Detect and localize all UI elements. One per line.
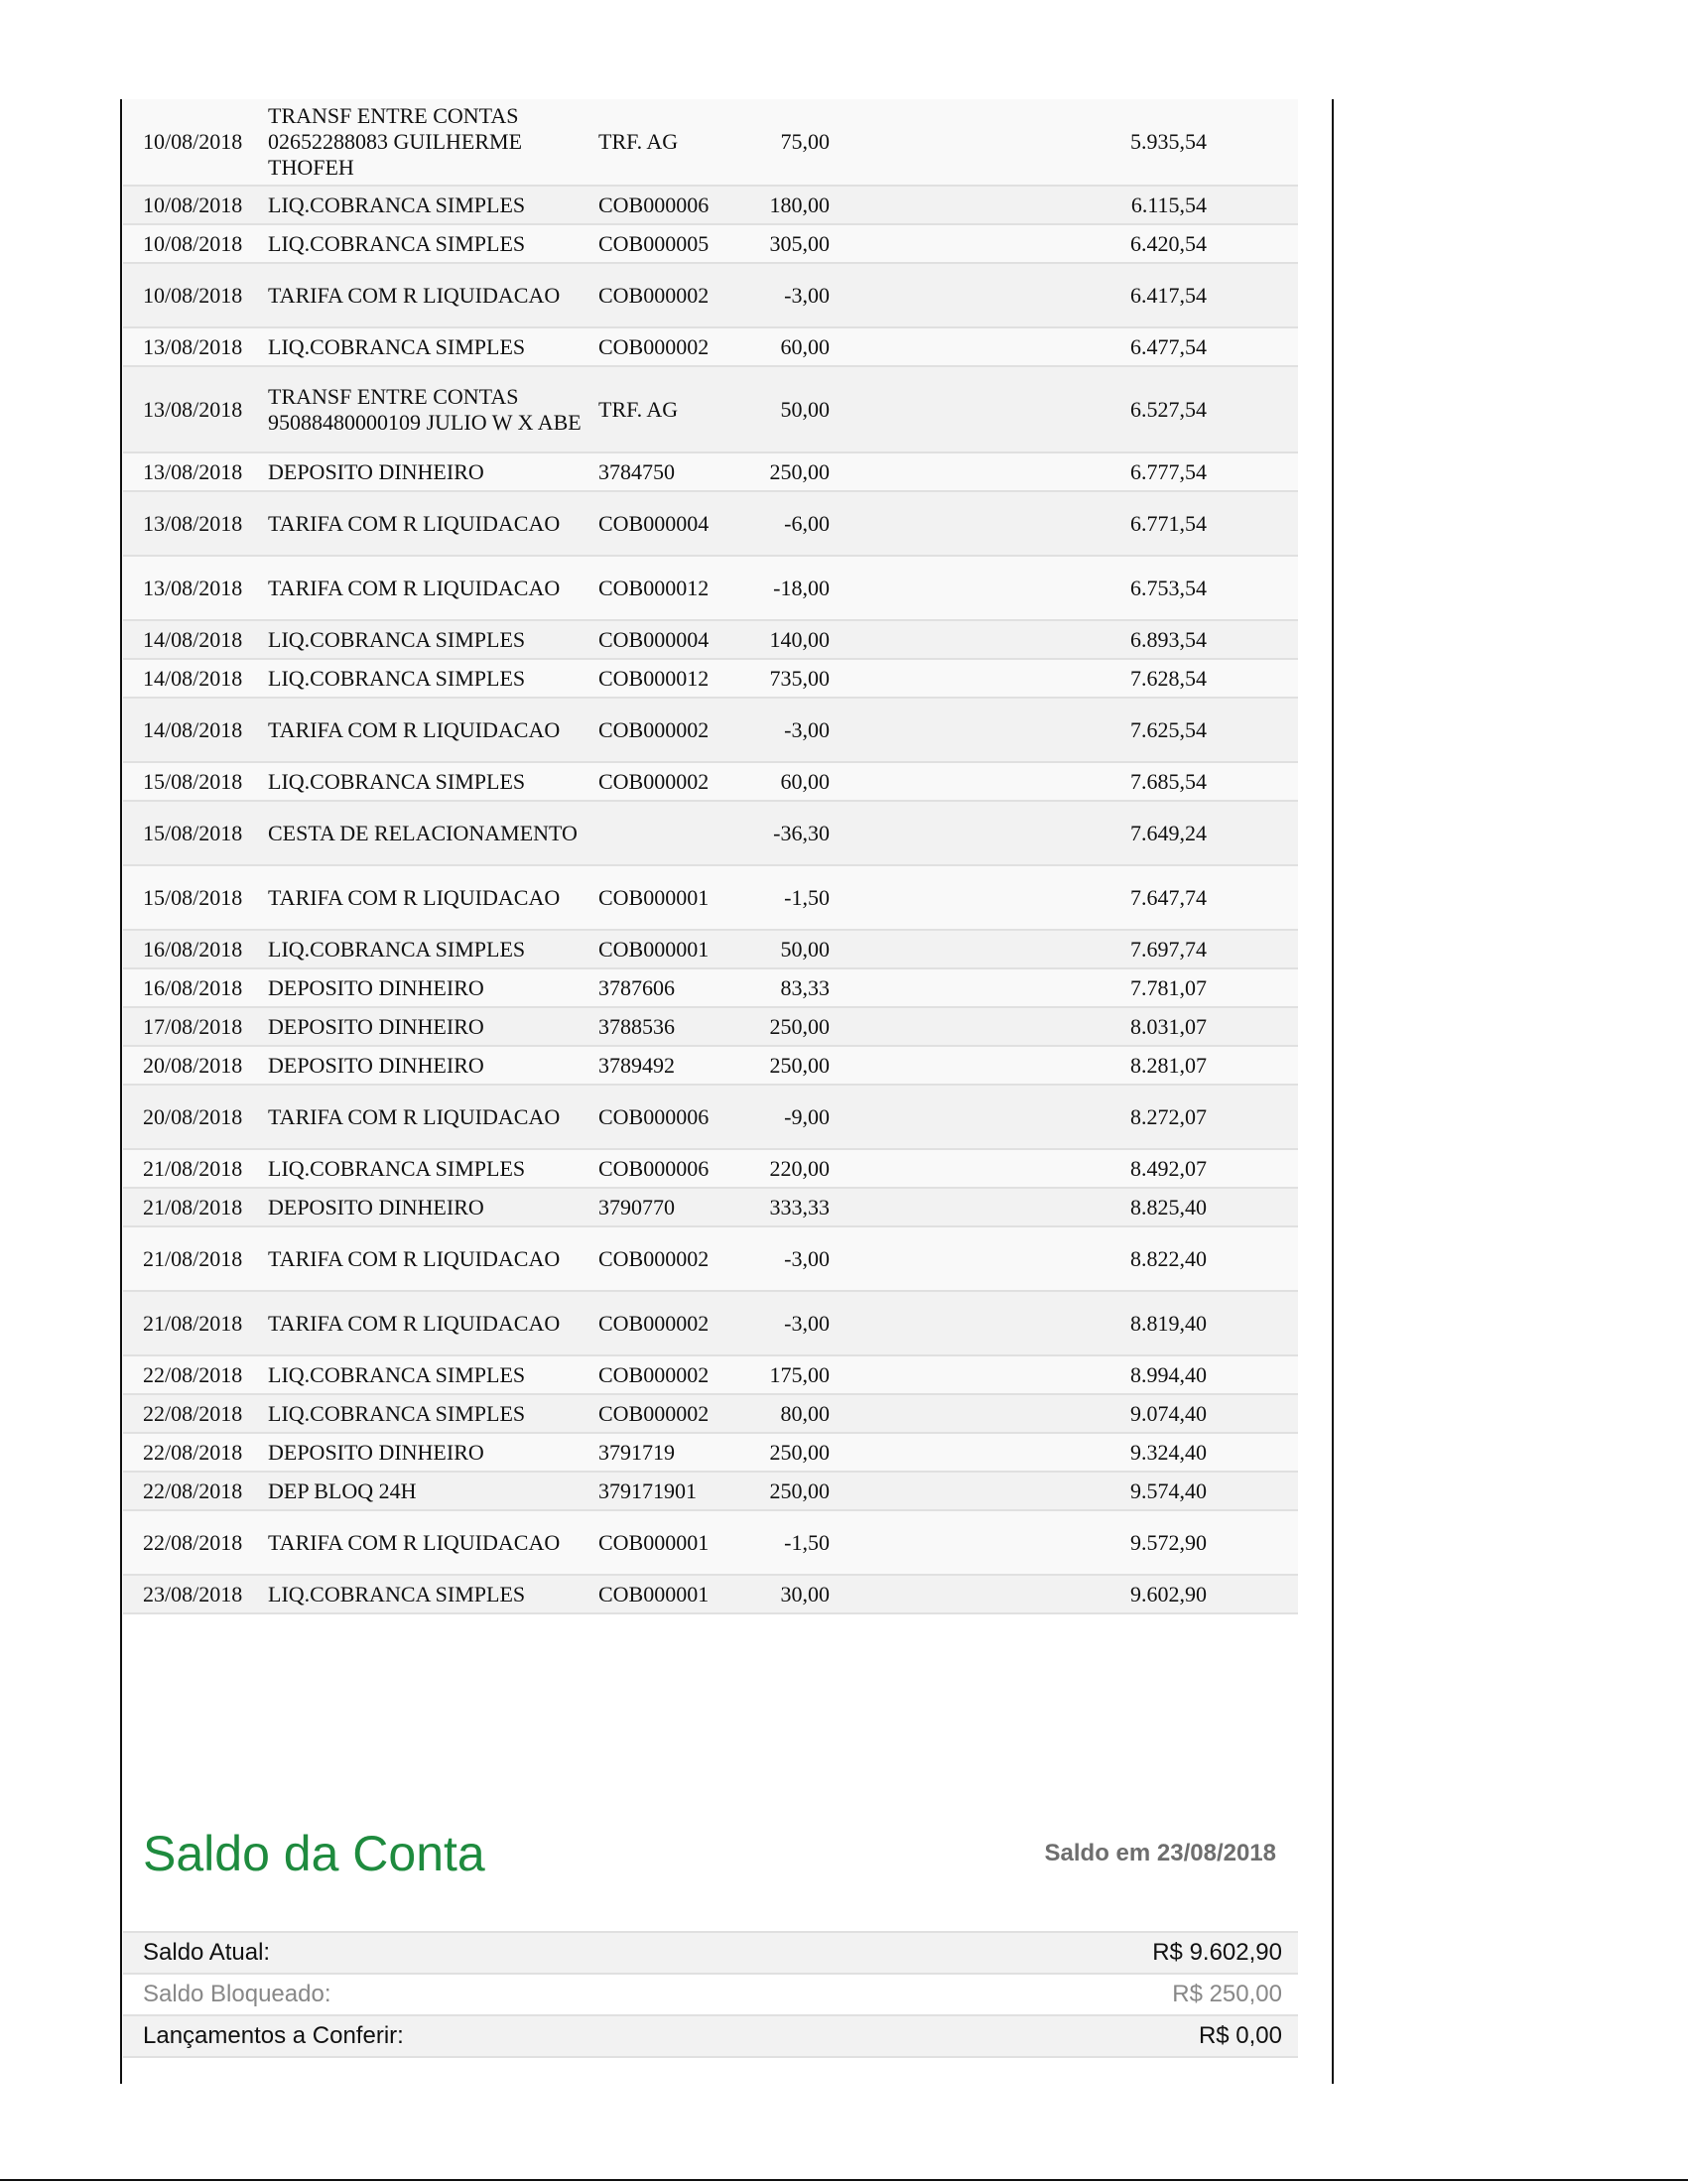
value-cell: -1,50 [726, 865, 830, 930]
table-row [123, 556, 1298, 620]
description-cell: LIQ.COBRANCA SIMPLES [268, 1149, 598, 1188]
blocked-balance-row [123, 1973, 1298, 2014]
balance-cell: 7.647,74 [830, 865, 1298, 930]
value-cell: 60,00 [726, 762, 830, 801]
value-cell: 220,00 [726, 1149, 830, 1188]
balance-cell: 7.685,54 [830, 762, 1298, 801]
value-cell: -3,00 [726, 1291, 830, 1355]
description-cell: LIQ.COBRANCA SIMPLES [268, 762, 598, 801]
document-cell: COB000002 [598, 1394, 726, 1433]
table-row [123, 968, 1298, 1007]
table-row [123, 1355, 1298, 1394]
document-cell: COB000012 [598, 659, 726, 698]
balance-cell: 7.628,54 [830, 659, 1298, 698]
value-cell: 250,00 [726, 1433, 830, 1472]
description-cell: DEPOSITO DINHEIRO [268, 1007, 598, 1046]
description-cell: DEPOSITO DINHEIRO [268, 1433, 598, 1472]
table-row [123, 801, 1298, 865]
document-cell: COB000001 [598, 1575, 726, 1613]
value-cell: 50,00 [726, 930, 830, 968]
document-cell: COB000004 [598, 620, 726, 659]
table-row [123, 865, 1298, 930]
document-cell: COB000002 [598, 1226, 726, 1291]
description-cell: TARIFA COM R LIQUIDACAO [268, 1085, 598, 1149]
description-cell: TARIFA COM R LIQUIDACAO [268, 1510, 598, 1575]
value-cell: -3,00 [726, 698, 830, 762]
description-cell: LIQ.COBRANCA SIMPLES [268, 327, 598, 366]
description-cell: LIQ.COBRANCA SIMPLES [268, 224, 598, 263]
date-cell: 22/08/2018 [123, 1510, 268, 1575]
date-cell: 13/08/2018 [123, 366, 268, 452]
value-cell: -18,00 [726, 556, 830, 620]
document-cell: COB000002 [598, 698, 726, 762]
document-cell: COB000002 [598, 1291, 726, 1355]
balance-cell: 9.572,90 [830, 1510, 1298, 1575]
balance-summary [123, 1931, 1298, 2058]
balance-cell: 5.935,54 [830, 99, 1298, 186]
document-cell: 379171901 [598, 1472, 726, 1510]
document-cell: 3789492 [598, 1046, 726, 1085]
description-cell: TRANSF ENTRE CONTAS 02652288083 GUILHERME THOFEH [268, 99, 598, 186]
description-cell: TARIFA COM R LIQUIDACAO [268, 1226, 598, 1291]
balance-cell: 8.825,40 [830, 1188, 1298, 1226]
date-cell: 10/08/2018 [123, 224, 268, 263]
value-cell: 50,00 [726, 366, 830, 452]
date-cell: 14/08/2018 [123, 698, 268, 762]
pending-entries-value: R$ 0,00 [1198, 2022, 1282, 2049]
document-cell: COB000002 [598, 327, 726, 366]
date-cell: 13/08/2018 [123, 327, 268, 366]
date-cell: 16/08/2018 [123, 930, 268, 968]
description-cell: TARIFA COM R LIQUIDACAO [268, 1291, 598, 1355]
value-cell: -1,50 [726, 1510, 830, 1575]
table-row [123, 1226, 1298, 1291]
table-row [123, 263, 1298, 327]
date-cell: 14/08/2018 [123, 659, 268, 698]
date-cell: 17/08/2018 [123, 1007, 268, 1046]
date-cell: 15/08/2018 [123, 865, 268, 930]
date-cell: 14/08/2018 [123, 620, 268, 659]
date-cell: 10/08/2018 [123, 263, 268, 327]
balance-cell: 6.893,54 [830, 620, 1298, 659]
balance-cell: 6.777,54 [830, 452, 1298, 491]
balance-cell: 8.819,40 [830, 1291, 1298, 1355]
date-cell: 10/08/2018 [123, 186, 268, 224]
description-cell: DEP BLOQ 24H [268, 1472, 598, 1510]
table-row [123, 327, 1298, 366]
description-cell: LIQ.COBRANCA SIMPLES [268, 930, 598, 968]
date-cell: 22/08/2018 [123, 1433, 268, 1472]
date-cell: 21/08/2018 [123, 1149, 268, 1188]
document-cell: COB000006 [598, 1149, 726, 1188]
balance-cell: 8.492,07 [830, 1149, 1298, 1188]
left-border-upper [120, 99, 122, 1776]
account-balance-title: Saldo da Conta [143, 1826, 485, 1881]
balance-cell: 6.771,54 [830, 491, 1298, 556]
date-cell: 13/08/2018 [123, 491, 268, 556]
value-cell: 250,00 [726, 1007, 830, 1046]
pending-entries-label: Lançamentos a Conferir: [143, 2022, 404, 2049]
date-cell: 13/08/2018 [123, 452, 268, 491]
description-cell: DEPOSITO DINHEIRO [268, 1046, 598, 1085]
value-cell: 80,00 [726, 1394, 830, 1433]
table-row [123, 1575, 1298, 1613]
value-cell: 180,00 [726, 186, 830, 224]
description-cell: LIQ.COBRANCA SIMPLES [268, 1394, 598, 1433]
document-cell: 3784750 [598, 452, 726, 491]
value-cell: -9,00 [726, 1085, 830, 1149]
document-cell: COB000012 [598, 556, 726, 620]
table-row [123, 1085, 1298, 1149]
balance-cell: 6.417,54 [830, 263, 1298, 327]
date-cell: 22/08/2018 [123, 1394, 268, 1433]
balance-cell: 9.324,40 [830, 1433, 1298, 1472]
balance-cell: 6.115,54 [830, 186, 1298, 224]
date-cell: 21/08/2018 [123, 1188, 268, 1226]
document-cell: 3790770 [598, 1188, 726, 1226]
document-cell: COB000001 [598, 930, 726, 968]
table-row [123, 1188, 1298, 1226]
description-cell: DEPOSITO DINHEIRO [268, 1188, 598, 1226]
value-cell: 75,00 [726, 99, 830, 186]
date-cell: 20/08/2018 [123, 1085, 268, 1149]
value-cell: 333,33 [726, 1188, 830, 1226]
document-cell: COB000005 [598, 224, 726, 263]
document-cell: COB000002 [598, 762, 726, 801]
table-row [123, 1472, 1298, 1510]
table-row [123, 620, 1298, 659]
value-cell: 305,00 [726, 224, 830, 263]
description-cell: LIQ.COBRANCA SIMPLES [268, 186, 598, 224]
balance-cell: 7.649,24 [830, 801, 1298, 865]
left-border-lower [120, 1776, 122, 2084]
value-cell: -6,00 [726, 491, 830, 556]
table-row [123, 1291, 1298, 1355]
description-cell: TARIFA COM R LIQUIDACAO [268, 556, 598, 620]
document-cell: 3788536 [598, 1007, 726, 1046]
description-cell: LIQ.COBRANCA SIMPLES [268, 620, 598, 659]
balance-cell: 8.822,40 [830, 1226, 1298, 1291]
document-cell: COB000006 [598, 186, 726, 224]
value-cell: 140,00 [726, 620, 830, 659]
table-row [123, 366, 1298, 452]
document-cell: COB000001 [598, 865, 726, 930]
date-cell: 15/08/2018 [123, 762, 268, 801]
date-cell: 23/08/2018 [123, 1575, 268, 1613]
table-row [123, 698, 1298, 762]
value-cell: -3,00 [726, 263, 830, 327]
value-cell: 250,00 [726, 1472, 830, 1510]
balance-cell: 6.420,54 [830, 224, 1298, 263]
description-cell: TARIFA COM R LIQUIDACAO [268, 263, 598, 327]
current-balance-value: R$ 9.602,90 [1152, 1939, 1282, 1966]
document-cell: COB000006 [598, 1085, 726, 1149]
balance-cell: 8.272,07 [830, 1085, 1298, 1149]
current-balance-label: Saldo Atual: [143, 1939, 271, 1966]
document-cell: TRF. AG [598, 99, 726, 186]
description-cell: CESTA DE RELACIONAMENTO [268, 801, 598, 865]
balance-cell: 7.625,54 [830, 698, 1298, 762]
date-cell: 22/08/2018 [123, 1472, 268, 1510]
date-cell: 15/08/2018 [123, 801, 268, 865]
date-cell: 16/08/2018 [123, 968, 268, 1007]
description-cell: TRANSF ENTRE CONTAS 95088480000109 JULIO W X ABE [268, 366, 598, 452]
current-balance-row [123, 1931, 1298, 1973]
value-cell: 175,00 [726, 1355, 830, 1394]
table-row [123, 452, 1298, 491]
date-cell: 10/08/2018 [123, 99, 268, 186]
value-cell: -36,30 [726, 801, 830, 865]
table-row [123, 1433, 1298, 1472]
balance-date-label: Saldo em 23/08/2018 [1044, 1840, 1276, 1866]
table-row [123, 659, 1298, 698]
value-cell: 60,00 [726, 327, 830, 366]
table-row [123, 930, 1298, 968]
table-row [123, 186, 1298, 224]
description-cell: TARIFA COM R LIQUIDACAO [268, 698, 598, 762]
date-cell: 21/08/2018 [123, 1291, 268, 1355]
transactions-table [123, 99, 1298, 1614]
value-cell: 250,00 [726, 1046, 830, 1085]
balance-cell: 9.574,40 [830, 1472, 1298, 1510]
description-cell: LIQ.COBRANCA SIMPLES [268, 1575, 598, 1613]
balance-cell: 7.781,07 [830, 968, 1298, 1007]
value-cell: 250,00 [726, 452, 830, 491]
page-bottom-border [0, 2179, 1688, 2181]
document-cell: COB000001 [598, 1510, 726, 1575]
balance-cell: 7.697,74 [830, 930, 1298, 968]
balance-cell: 9.602,90 [830, 1575, 1298, 1613]
blocked-balance-value: R$ 250,00 [1172, 1981, 1282, 2007]
description-cell: TARIFA COM R LIQUIDACAO [268, 491, 598, 556]
date-cell: 21/08/2018 [123, 1226, 268, 1291]
description-cell: DEPOSITO DINHEIRO [268, 968, 598, 1007]
pending-entries-row [123, 2014, 1298, 2058]
description-cell: DEPOSITO DINHEIRO [268, 452, 598, 491]
document-cell: 3791719 [598, 1433, 726, 1472]
table-row [123, 762, 1298, 801]
table-row [123, 491, 1298, 556]
table-row [123, 1394, 1298, 1433]
balance-cell: 6.753,54 [830, 556, 1298, 620]
description-cell: LIQ.COBRANCA SIMPLES [268, 1355, 598, 1394]
blocked-balance-label: Saldo Bloqueado: [143, 1981, 331, 2007]
table-row [123, 1149, 1298, 1188]
table-row [123, 1046, 1298, 1085]
balance-cell: 9.074,40 [830, 1394, 1298, 1433]
balance-cell: 8.994,40 [830, 1355, 1298, 1394]
value-cell: 83,33 [726, 968, 830, 1007]
description-cell: LIQ.COBRANCA SIMPLES [268, 659, 598, 698]
value-cell: 30,00 [726, 1575, 830, 1613]
table-row [123, 99, 1298, 186]
value-cell: -3,00 [726, 1226, 830, 1291]
balance-cell: 8.031,07 [830, 1007, 1298, 1046]
balance-cell: 8.281,07 [830, 1046, 1298, 1085]
document-cell [598, 801, 726, 865]
date-cell: 13/08/2018 [123, 556, 268, 620]
document-cell: TRF. AG [598, 366, 726, 452]
right-border [1332, 99, 1334, 2084]
balance-cell: 6.477,54 [830, 327, 1298, 366]
document-cell: 3787606 [598, 968, 726, 1007]
date-cell: 20/08/2018 [123, 1046, 268, 1085]
table-row [123, 1510, 1298, 1575]
document-cell: COB000002 [598, 1355, 726, 1394]
table-row [123, 1007, 1298, 1046]
document-cell: COB000004 [598, 491, 726, 556]
value-cell: 735,00 [726, 659, 830, 698]
table-row [123, 224, 1298, 263]
description-cell: TARIFA COM R LIQUIDACAO [268, 865, 598, 930]
balance-cell: 6.527,54 [830, 366, 1298, 452]
document-cell: COB000002 [598, 263, 726, 327]
date-cell: 22/08/2018 [123, 1355, 268, 1394]
